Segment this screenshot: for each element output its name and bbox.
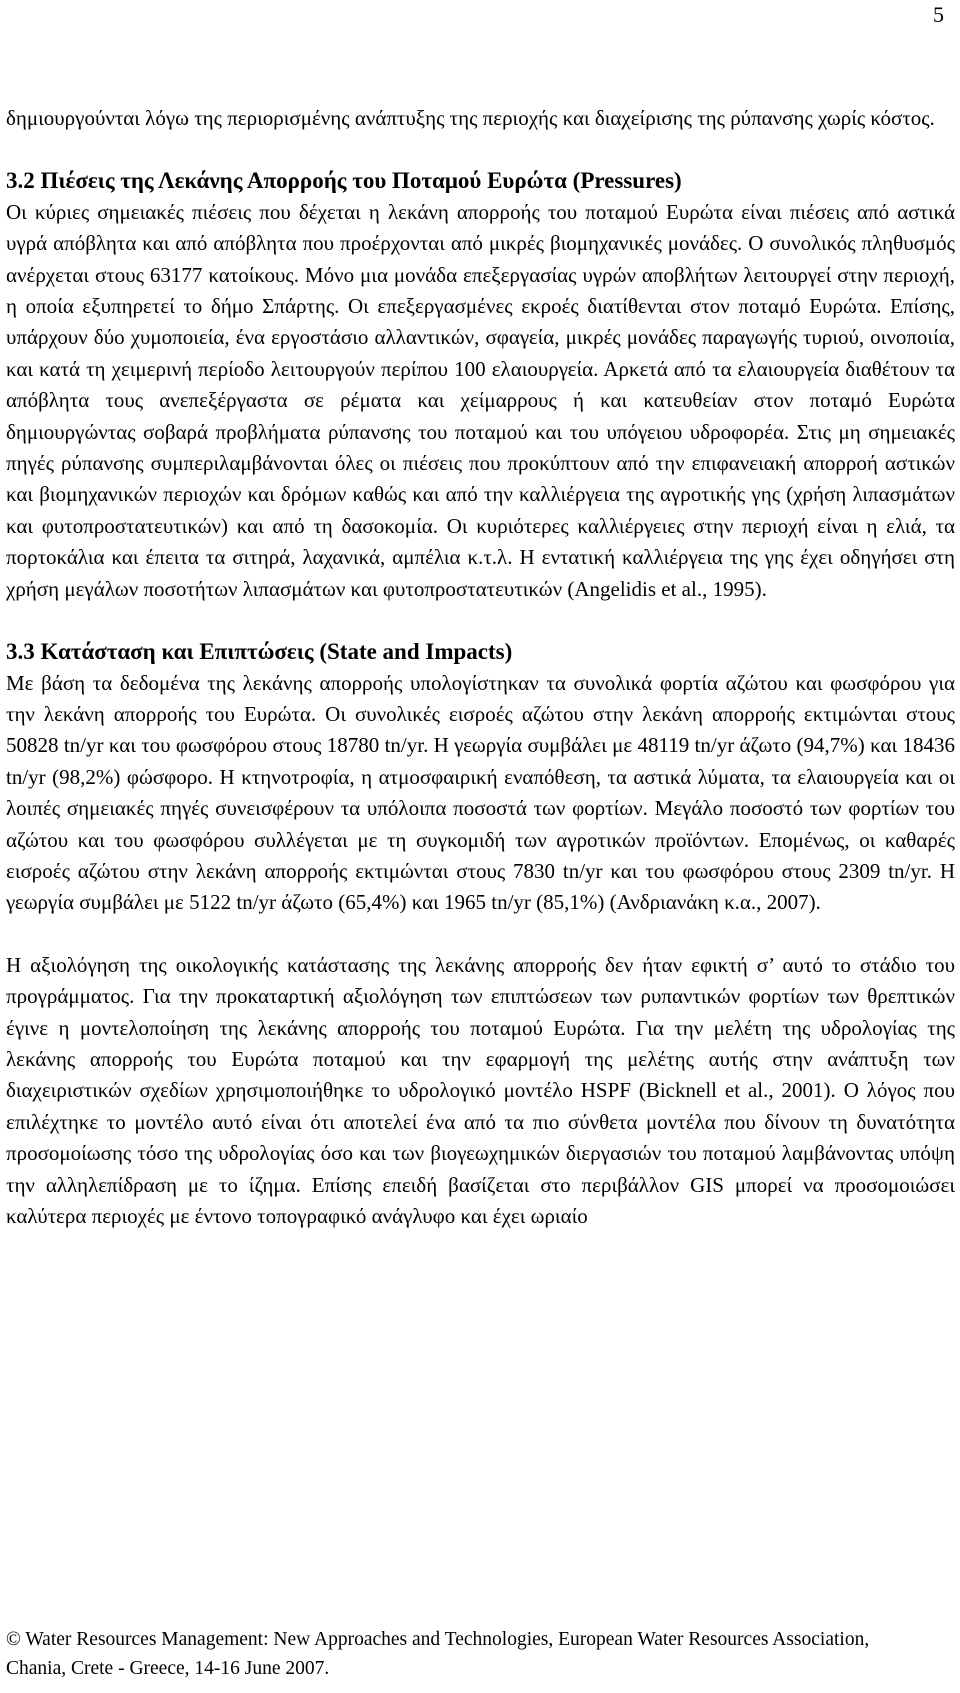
section-heading-state-impacts: 3.3 Κατάσταση και Επιπτώσεις (State and Impacts) [6,639,513,665]
footer-line-2: Chania, Crete - Greece, 14-16 June 2007. [6,1658,330,1679]
page-number: 5 [933,2,944,27]
document-body [6,103,955,1232]
intro-paragraph: δημιουργούνται λόγω της περιορισμένης ανάπτυξης της περιοχής και διαχείρισης της ρύπανσης χωρίς κόστος. [6,106,935,130]
state-paragraph-2: Η αξιολόγηση της οικολογικής κατάστασης της λεκάνης απορροής δεν ήταν εφικτή σ’ αυτό το στάδιο του προγράμματος. Για την προκαταρτική αξιολόγηση των επιπτώσεων των ρυπαντικών φορτίων των θρεπτικών έγινε η μοντελοποίηση της λεκάνης απορροής του ποταμού Ευρώτα. Για την μελέτη της υδρολογίας της λεκάνης απορροής του Ευρώτα ποταμού και την εφαρμογή της μελέτης αυτής στην ανάπτυξη των διαχειριστικών σχεδίων χρησιμοποιήθηκε το υδρολογικό μοντέλο HSPF (Bicknell et al., 2001). Ο λόγος που επιλέχτηκε το μοντέλο αυτό είναι ότι αποτελεί ένα από τα πιο σύνθετα μοντέλα που δίνουν τη δυνατότητα προσομοίωσης τόσο της υδρολογίας όσο και των βιογεωχημικών διεργασιών του ποταμού λαμβάνοντας υπόψη την αλληλεπίδραση με το ίζημα. Επίσης επειδή βασίζεται στο περιβάλλον GIS μπορεί να προσομοιώσει καλύτερα περιοχές με έντονο τοπογραφικό ανάγλυφο και έχει ωριαίο [6,952,955,1228]
footer-line-1: © Water Resources Management: New Approaches and Technologies, European Water Resources Association, [6,1629,870,1650]
pressures-paragraph: Οι κύριες σημειακές πιέσεις που δέχεται η λεκάνη απορροής του ποταμού Ευρώτα είναι πιέσεις από αστικά υγρά απόβλητα και από απόβλητα που προέρχονται από μικρές βιομηχανικές μονάδες. Ο συνολικός πληθυσμός ανέρχεται στους 63177 κατοίκους. Μόνο μια μονάδα επεξεργασίας υγρών αποβλήτων λειτουργεί στην περιοχή, η οποία εξυπηρετεί το δήμο Σπάρτης. Οι επεξεργασμένες εκροές διατίθενται στον ποταμό Ευρώτα. Επίσης, υπάρχουν δύο χυμοποιεία, ένα εργοστάσιο αλλαντικών, σφαγεία, μικρές μονάδες παραγωγής τυριού, οινοποιία, και κατά τη χειμερινή περίοδο λειτουργούν περίπου 100 ελαιουργεία. Αρκετά από τα ελαιουργεία διαθέτουν τα απόβλητα τους ανεπεξέργαστα σε ρέματα και χείμαρρους ή και κατευθείαν στον ποταμό Ευρώτα δημιουργώντας σοβαρά προβλήματα ρύπανσης του ποταμού και του υπόγειου υδροφορέα. Στις μη σημειακές πηγές ρύπανσης συμπεριλαμβάνονται όλες οι πιέσεις που προκύπτουν από την επιφανειακή απορροή αστικών και βιομηχανικών περιοχών και δρόμων καθώς και από την καλλιέργεια της αγροτικής γης (χρήση λιπασμάτων και φυτοπροστατευτικών) και από τη δασοκομία. Οι κυριότερες καλλιέργειες στην περιοχή είναι η ελιά, τα πορτοκάλια και έπειτα τα σιτηρά, λαχανικά, αμπέλια κ.τ.λ. Η εντατική καλλιέργεια της γης έχει οδηγήσει στη χρήση μεγάλων ποσοτήτων λιπασμάτων και φυτοπροστατευτικών (Angelidis et al., 1995). [6,199,955,601]
copyright-footer [6,1625,955,1683]
section-heading-pressures: 3.2 Πιέσεις της Λεκάνης Απορροής του Ποταμού Ευρώτα (Pressures) [6,168,682,194]
state-paragraph-1: Με βάση τα δεδομένα της λεκάνης απορροής υπολογίστηκαν τα συνολικά φορτία αζώτου και φωσφόρου για την λεκάνη απορροής του Ευρώτα. Οι συνολικές εισροές αζώτου στην λεκάνη απορροής εκτιμώνται στους 50828 tn/yr και του φωσφόρου στους 18780 tn/yr. Η γεωργία συμβάλει με 48119 tn/yr άζωτο (94,7%) και 18436 tn/yr (98,2%) φώσφορο. Η κτηνοτροφία, η ατμοσφαιρική εναπόθεση, τα αστικά λύματα, τα ελαιουργεία και οι λοιπές σημειακές πηγές συνεισφέρουν τα υπόλοιπα ποσοστά των φορτίων. Μεγάλο ποσοστό των φορτίων του αζώτου και του φωσφόρου συλλέγεται με τη συγκομιδή των αγροτικών προϊόντων. Επομένως, οι καθαρές εισροές αζώτου στην λεκάνη απορροής εκτιμώνται στους 7830 tn/yr και του φωσφόρου στους 2309 tn/yr. Η γεωργία συμβάλει με 5122 tn/yr άζωτο (65,4%) και 1965 tn/yr (85,1%) (Ανδριανάκη κ.α., 2007). [6,670,955,915]
